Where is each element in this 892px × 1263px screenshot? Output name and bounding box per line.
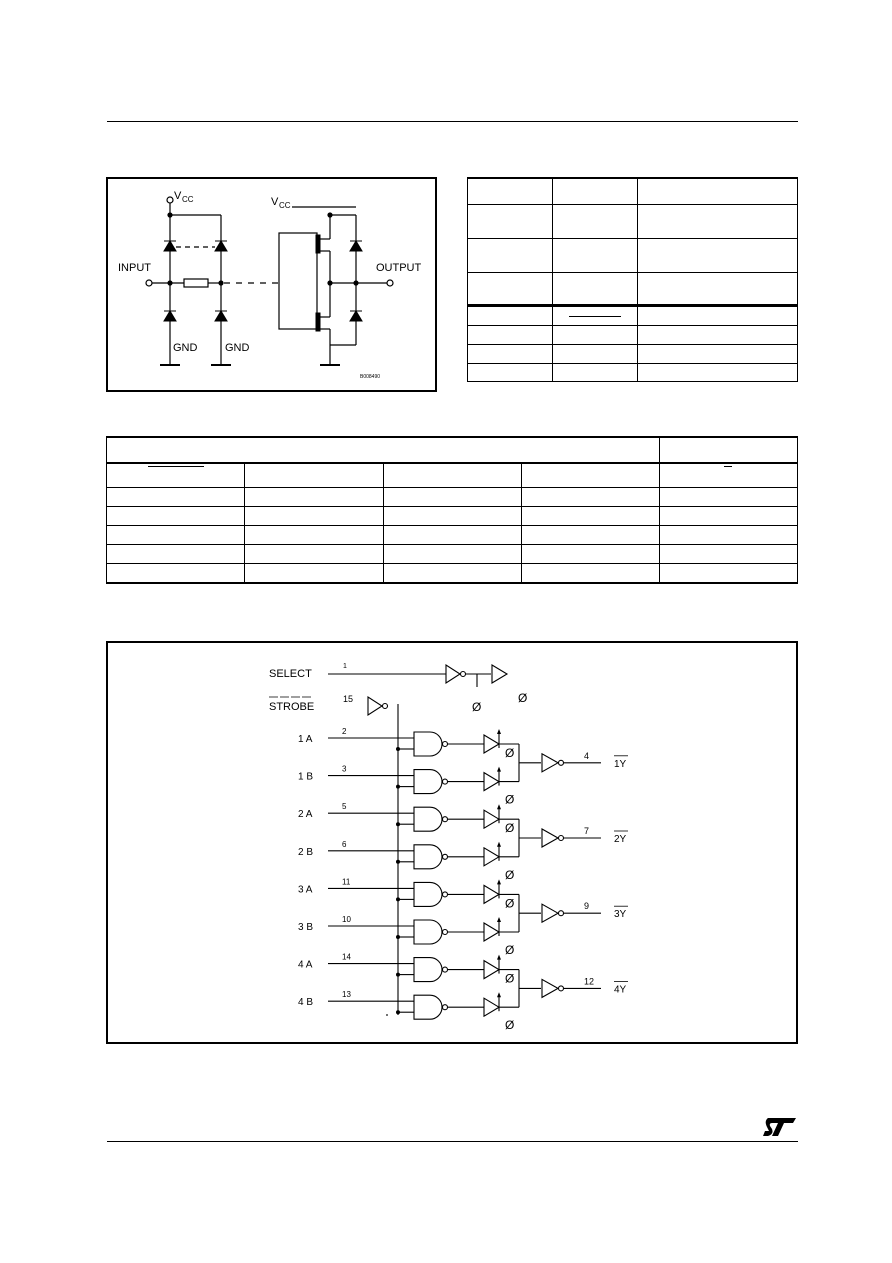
output-bubble-4	[559, 986, 564, 991]
strobe-label: STROBE	[269, 701, 315, 713]
input-pin-6: 10	[342, 915, 351, 924]
enable-arrow-6	[497, 917, 501, 922]
enable-arrow-8	[497, 992, 501, 997]
nand-bubble-8	[443, 1005, 448, 1010]
nand-gate-2	[414, 770, 442, 794]
input-name-4: 2 B	[298, 846, 314, 858]
nand-gate-5	[414, 882, 442, 906]
logic-diagram	[106, 641, 798, 1044]
nand-bubble-1	[443, 742, 448, 747]
input-name-6: 3 B	[298, 922, 314, 933]
vcc-label-left: V	[174, 190, 182, 202]
nand-bubble-3	[443, 817, 448, 822]
vcc-sub-right: CC	[279, 201, 291, 210]
input-label: INPUT	[118, 262, 151, 274]
enable-arrow-2	[497, 767, 501, 772]
output-label: OUTPUT	[376, 262, 422, 274]
strobe-pin: 15	[343, 694, 354, 704]
nand-bubble-2	[443, 779, 448, 784]
phi-label-8: Ø	[505, 1018, 515, 1033]
phi-label-2: Ø	[505, 792, 515, 807]
truth-table-bottom	[106, 582, 798, 584]
enable-arrow-4	[497, 842, 501, 847]
select-phi-2: Ø	[518, 691, 528, 705]
select-pin: 1	[343, 663, 347, 670]
input-name-7: 4 A	[298, 959, 313, 971]
input-name-8: 4 B	[298, 997, 314, 1009]
phi-label-4: Ø	[505, 867, 515, 882]
enable-arrow-5	[497, 879, 501, 884]
header-rule	[107, 121, 798, 122]
phi-label-3: Ø	[505, 821, 515, 836]
tristate-buffer-2	[484, 773, 499, 791]
phi-label-6: Ø	[505, 943, 515, 957]
nand-bubble-4	[443, 854, 448, 859]
input-name-2: 1 B	[298, 771, 314, 783]
truth-table-header-rule	[106, 462, 798, 464]
tristate-buffer-1	[484, 735, 499, 753]
tristate-buffer-3	[484, 810, 499, 828]
output-name-1: 1Y	[614, 758, 627, 770]
tristate-buffer-6	[484, 923, 499, 941]
gnd-label-right: GND	[225, 342, 250, 354]
output-name-4: 4Y	[614, 984, 627, 996]
phi-label-5: Ø	[505, 896, 515, 911]
input-pin-1: 2	[342, 727, 347, 736]
output-bubble-2	[559, 836, 564, 841]
output-bubble-1	[559, 760, 564, 765]
output-name-3: 3Y	[614, 909, 627, 921]
nand-gate-7	[414, 958, 442, 982]
output-name-2: 2Y	[614, 834, 627, 845]
nand-bubble-7	[443, 967, 448, 972]
vcc-sub-left: CC	[182, 195, 194, 204]
drawing-code: B008490	[360, 374, 381, 380]
output-inverter-3	[542, 904, 558, 922]
input-name-5: 3 A	[298, 884, 313, 896]
output-bubble-3	[559, 911, 564, 916]
equivalent-circuit-diagram	[106, 177, 437, 392]
nand-bubble-5	[443, 892, 448, 897]
input-name-3: 2 A	[298, 809, 313, 821]
enable-arrow-7	[497, 955, 501, 960]
nand-gate-4	[414, 845, 442, 869]
pin-table-outer	[467, 177, 798, 179]
pin-table-thick-rule	[467, 304, 798, 306]
footer-rule	[107, 1141, 798, 1142]
input-pin-7: 14	[342, 952, 351, 962]
vcc-label-right: V	[271, 196, 279, 208]
input-name-1: 1 A	[298, 734, 313, 745]
output-inverter-1	[542, 754, 558, 772]
input-pin-2: 3	[342, 764, 347, 774]
output-pin-3: 9	[584, 901, 590, 912]
output-pin-2: 7	[584, 826, 590, 836]
output-inverter-4	[542, 979, 558, 997]
output-inverter-2	[542, 829, 558, 847]
nand-bubble-6	[443, 930, 448, 935]
truth-table	[106, 437, 798, 583]
tristate-buffer-7	[484, 961, 499, 979]
enable-arrow-1	[497, 729, 501, 734]
phi-label-7: Ø	[505, 971, 515, 986]
output-pin-1: 4	[584, 750, 590, 761]
tristate-buffer-4	[484, 848, 499, 866]
phi-label-1: Ø	[505, 746, 515, 760]
st-logo-icon	[762, 1116, 798, 1138]
select-label: SELECT	[269, 668, 312, 680]
tristate-buffer-8	[484, 998, 499, 1016]
truth-table-top	[106, 436, 798, 438]
pin-table	[467, 177, 798, 382]
output-pin-4: 12	[584, 976, 595, 987]
select-phi: Ø	[472, 700, 482, 714]
nand-gate-1	[414, 732, 442, 756]
nand-gate-8	[414, 995, 442, 1019]
nand-gate-3	[414, 807, 442, 831]
input-pin-8: 13	[342, 990, 351, 1000]
input-pin-4: 6	[342, 839, 347, 849]
tristate-buffer-5	[484, 885, 499, 903]
nand-gate-6	[414, 920, 442, 944]
input-pin-3: 5	[342, 802, 347, 812]
gnd-label-left: GND	[173, 342, 198, 354]
enable-arrow-3	[497, 804, 501, 809]
input-pin-5: 11	[342, 877, 351, 887]
